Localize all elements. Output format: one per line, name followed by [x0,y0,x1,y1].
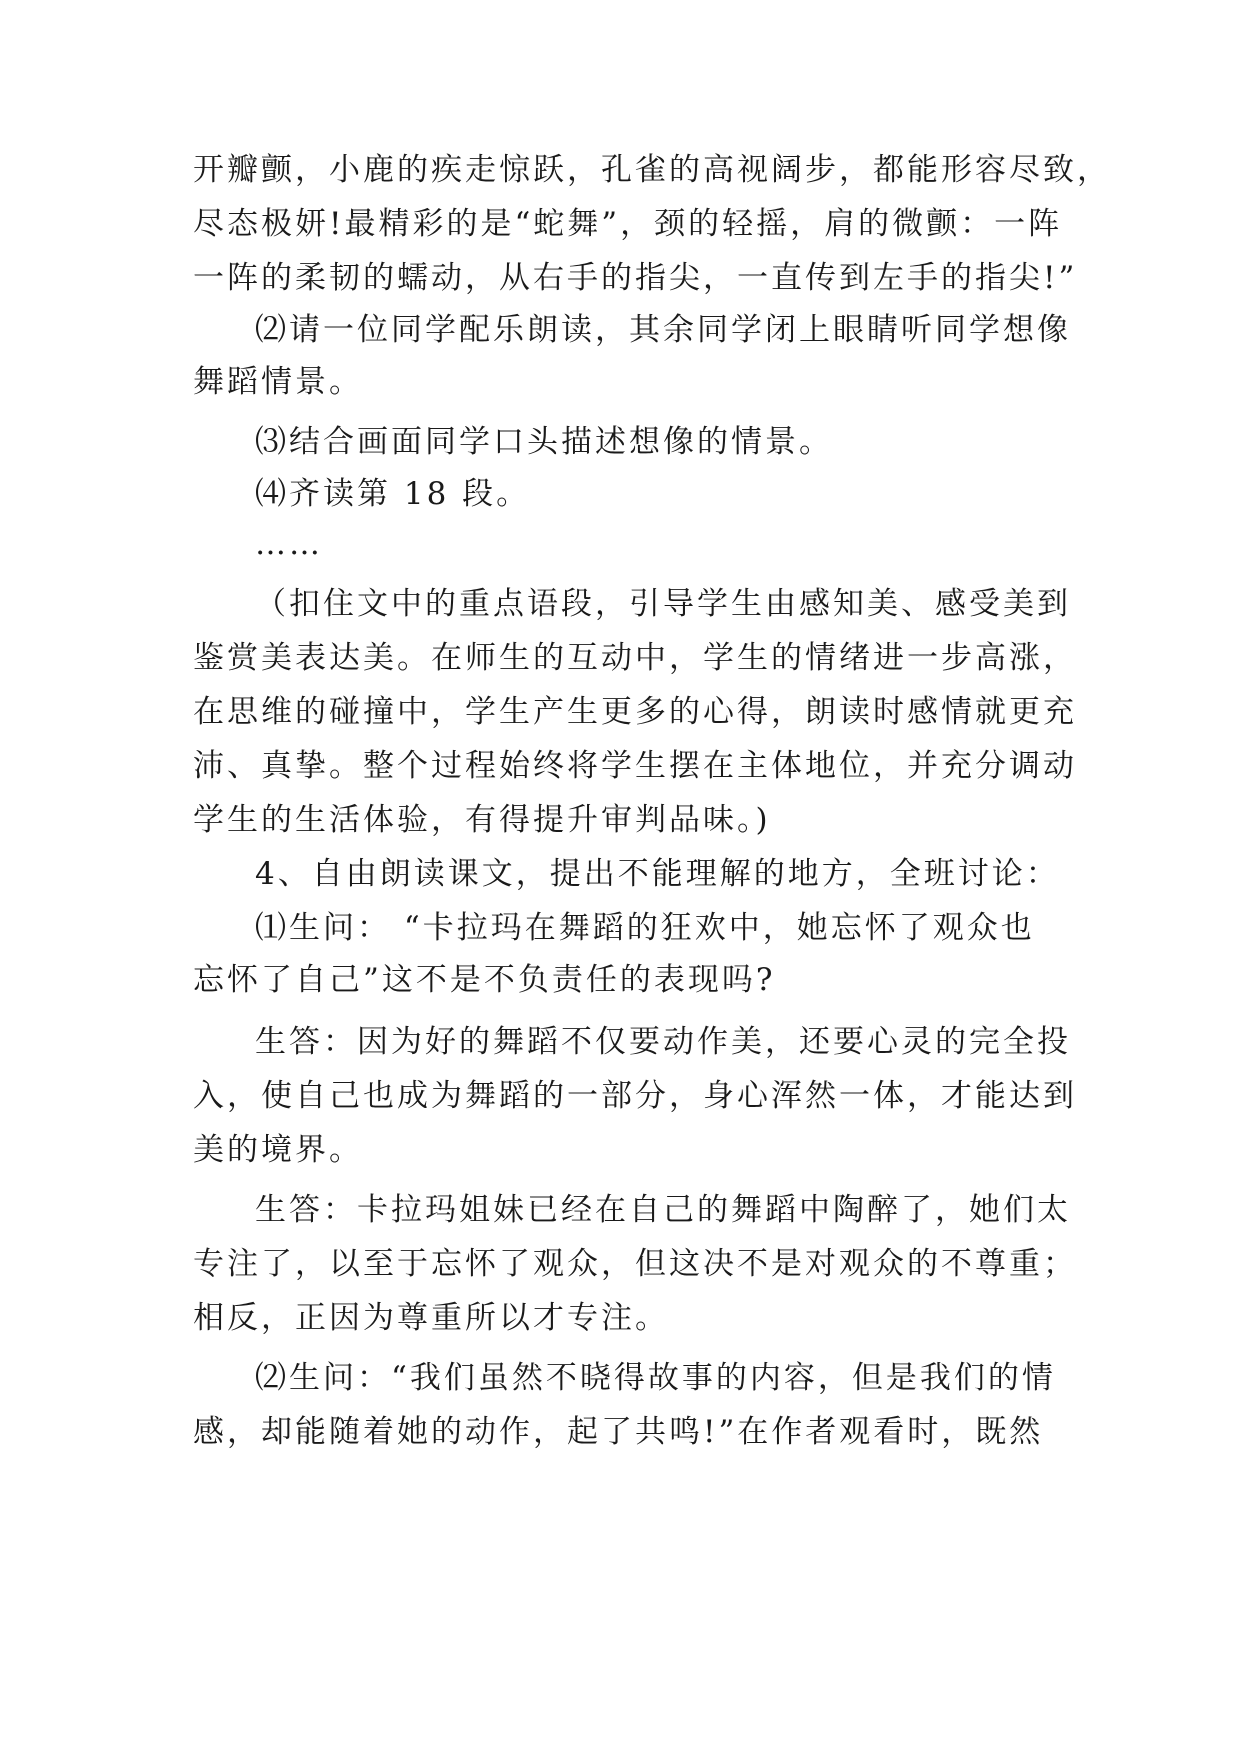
text-line: ⑵请一位同学配乐朗读，其余同学闭上眼睛听同学想像 [255,312,1071,348]
text-line: 美的境界。 [193,1132,363,1168]
text-line: 生答：因为好的舞蹈不仅要动作美，还要心灵的完全投 [255,1024,1071,1060]
text-line: （扣住文中的重点语段，引导学生由感知美、感受美到 [255,586,1071,622]
text-line: 相反，正因为尊重所以才专注。 [193,1300,669,1336]
text-line: 生答：卡拉玛姐妹已经在自己的舞蹈中陶醉了，她们太 [255,1192,1071,1228]
text-line: 开瓣颤，小鹿的疾走惊跃，孔雀的高视阔步，都能形容尽致， [193,152,1111,188]
text-line: 感，却能随着她的动作，起了共鸣!”在作者观看时，既然 [193,1414,1044,1450]
text-line: ⑵生问：“我们虽然不晓得故事的内容，但是我们的情 [255,1360,1056,1396]
text-line: 沛、真挚。整个过程始终将学生摆在主体地位，并充分调动 [193,748,1077,784]
text-line: 学生的生活体验，有得提升审判品味。) [193,802,771,838]
text-line: …… [255,526,323,562]
text-line: 尽态极妍!最精彩的是“蛇舞”，颈的轻摇，肩的微颤：一阵 [193,206,1063,242]
text-line: ⑷齐读第 18 段。 [255,476,531,512]
text-line: 在思维的碰撞中，学生产生更多的心得，朗读时感情就更充 [193,694,1077,730]
text-line: ⑶结合画面同学口头描述想像的情景。 [255,424,833,460]
text-line: 4、自由朗读课文，提出不能理解的地方，全班讨论： [255,856,1060,892]
text-line: ⑴生问： “卡拉玛在舞蹈的狂欢中，她忘怀了观众也 [255,910,1035,946]
text-line: 忘怀了自己”这不是不负责任的表现吗? [193,962,776,998]
text-line: 鉴赏美表达美。在师生的互动中，学生的情绪进一步高涨， [193,640,1077,676]
text-line: 专注了，以至于忘怀了观众，但这决不是对观众的不尊重； [193,1246,1077,1282]
text-line: 入，使自己也成为舞蹈的一部分，身心浑然一体，才能达到 [193,1078,1077,1114]
text-line: 一阵的柔韧的蠕动，从右手的指尖，一直传到左手的指尖!” [193,260,1078,296]
text-line: 舞蹈情景。 [193,364,363,400]
